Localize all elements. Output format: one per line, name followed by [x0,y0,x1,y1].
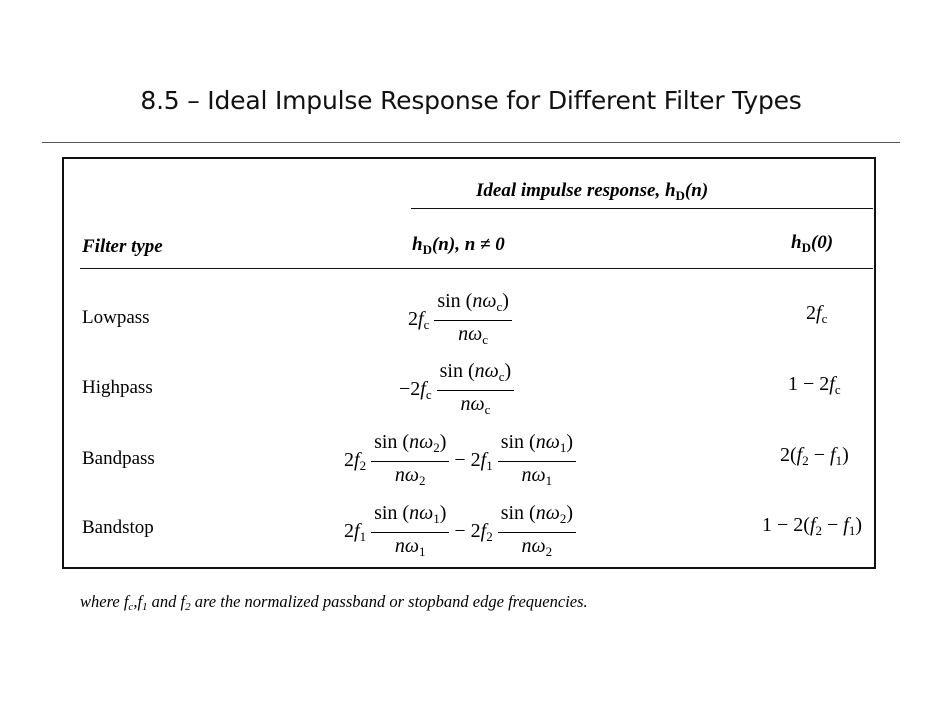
title-divider [42,142,900,143]
formula-bandpass-h0: $2(f_2 - f_1)$ [780,444,849,468]
formula-bandpass-hn: $2f_2$ $\frac{\sin (n\omega_2)}{n\omega_2}$ − $2f_1$ $\frac{\sin (n\omega_1)}{n\omega_1}$ [344,429,576,494]
header-rule [80,268,873,269]
footnote: where fc,f1 and f2 are the normalized passband or stopband edge frequencies. [80,592,588,613]
formula-lowpass-h0: $2f_c$ [806,302,828,326]
group-header-rule [411,208,873,209]
col-header-hn: $h_D(n)$, n ≠ 0 [412,234,505,257]
formula-bandstop-hn: $2f_1$ $\frac{\sin (n\omega_1)}{n\omega_1}$ − $2f_2$ $\frac{\sin (n\omega_2)}{n\omega_2}$ [344,500,576,565]
col-header-h0: $h_D(0)$ [791,232,834,255]
page-title: 8.5 – Ideal Impulse Response for Different Filter Types [140,86,802,115]
row-label-bandstop: Bandstop [82,517,154,538]
row-label-lowpass: Lowpass [82,307,150,328]
row-label-bandpass: Bandpass [82,448,155,469]
formula-lowpass-hn: $2f_c$ $\frac{\sin (n\omega_c)}{n\omega_c}$ [408,288,512,353]
group-header: Ideal impulse response, $h_D(n)$ [476,180,709,203]
formula-highpass-h0: $1 - 2f_c$ [788,373,841,397]
formula-bandstop-h0: $1 - 2(f_2 - f_1)$ [762,514,863,538]
row-label-highpass: Highpass [82,377,153,398]
col-header-filter-type: Filter type [82,236,163,257]
formula-highpass-hn: $-2f_c$ $\frac{\sin (n\omega_c)}{n\omega_c}$ [399,358,514,423]
